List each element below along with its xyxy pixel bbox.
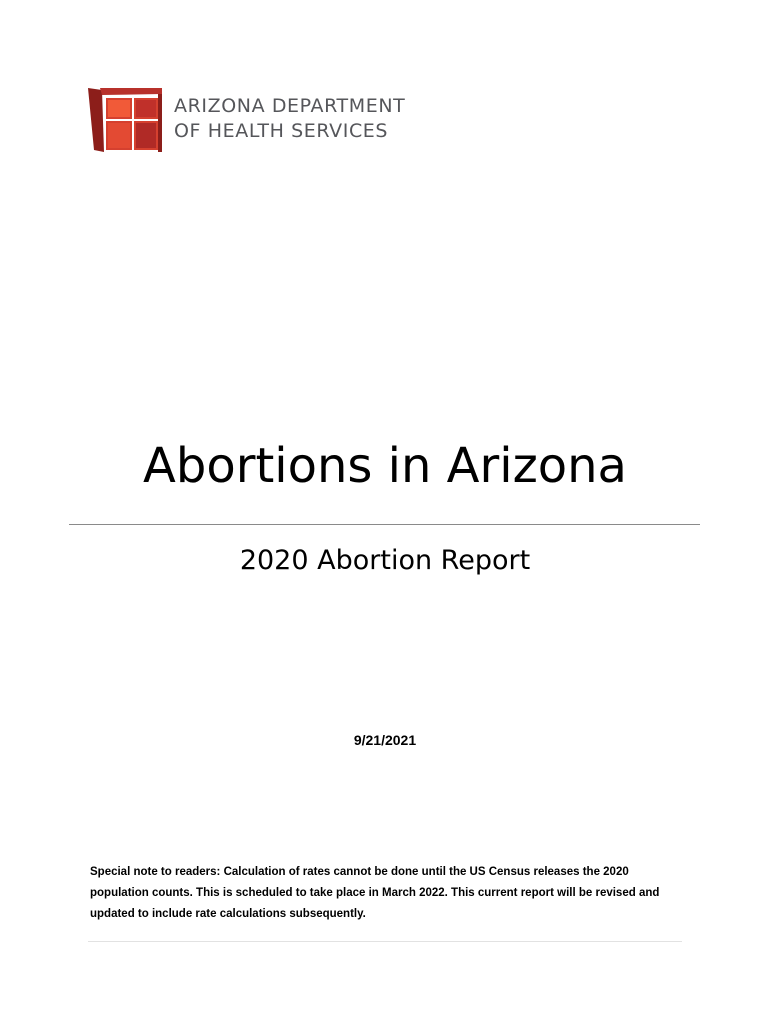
- adhs-logo-mark-icon: [86, 86, 164, 154]
- adhs-logo-wordmark: [174, 94, 405, 144]
- report-subtitle: 2020 Abortion Report: [239, 545, 531, 576]
- logo-line-1: ARIZONA DEPARTMENT: [174, 95, 406, 117]
- special-note: Special note to readers: Calculation of rates cannot be done until the US Census releases the 2020 population counts. This is scheduled to take place in March 2022. This current report will be revised and updated to include rate calculations subsequently.: [90, 866, 660, 920]
- footer-divider: [88, 941, 682, 942]
- report-date: 9/21/2021: [353, 732, 417, 748]
- title-divider: [69, 524, 700, 525]
- adhs-logo: [86, 86, 406, 154]
- logo-line-2: OF HEALTH SERVICES: [174, 120, 389, 142]
- report-title: Abortions in Arizona: [143, 438, 627, 494]
